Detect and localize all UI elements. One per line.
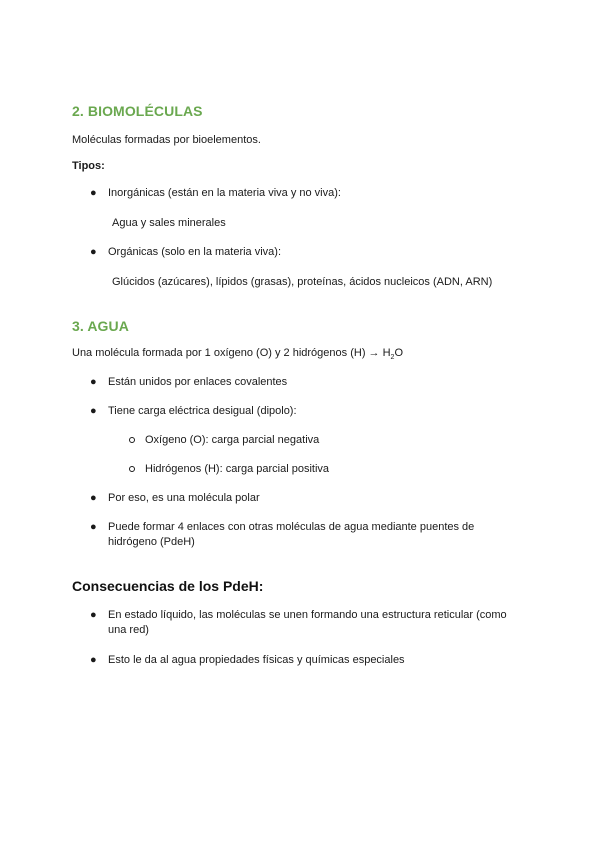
bullet-icon: ●	[90, 405, 97, 417]
agua-intro	[72, 346, 403, 365]
list-item-enlaces: Están unidos por enlaces covalentes	[108, 376, 288, 388]
list-item-dipolo: Tiene carga eléctrica desigual (dipolo):	[108, 405, 297, 417]
list-item-organicas-detail: Glúcidos (azúcares), lípidos (grasas), proteínas, ácidos nucleicos (ADN, ARN)	[112, 276, 493, 288]
circle-bullet-icon	[129, 466, 135, 472]
bullet-icon: ●	[90, 521, 97, 533]
bullet-icon: ●	[90, 609, 97, 621]
sub-item-oxigeno: Oxígeno (O): carga parcial negativa	[145, 434, 320, 446]
sub-item-hidrogenos: Hidrógenos (H): carga parcial positiva	[145, 463, 330, 475]
list-item-organicas: Orgánicas (solo en la materia viva):	[108, 246, 282, 258]
bullet-icon: ●	[90, 187, 97, 199]
tipos-label: Tipos:	[72, 160, 105, 172]
section-heading-biomoleculas: 2. BIOMOLÉCULAS	[72, 103, 203, 119]
bullet-icon: ●	[90, 376, 97, 388]
circle-bullet-icon	[129, 437, 135, 443]
list-item-reticular: En estado líquido, las moléculas se unen formando una estructura reticular (como una red)	[108, 609, 507, 636]
list-item-inorganicas-detail: Agua y sales minerales	[112, 217, 226, 229]
agua-intro-text: Una molécula formada por 1 oxígeno (O) y 2 hidrógenos (H) → H	[72, 347, 391, 359]
bullet-icon: ●	[90, 492, 97, 504]
agua-intro-subscript: 2	[390, 354, 395, 362]
agua-intro-suffix: O	[394, 347, 404, 359]
bullet-icon: ●	[90, 246, 97, 258]
bullet-icon: ●	[90, 654, 97, 666]
biomoleculas-intro: Moléculas formadas por bioelementos.	[72, 134, 261, 146]
list-item-inorganicas: Inorgánicas (están en la materia viva y no viva):	[108, 187, 341, 199]
section-heading-agua: 3. AGUA	[72, 318, 129, 334]
list-item-propiedades: Esto le da al agua propiedades físicas y químicas especiales	[108, 654, 405, 666]
section-heading-consecuencias: Consecuencias de los PdeH:	[72, 578, 264, 594]
list-item-polar: Por eso, es una molécula polar	[108, 492, 260, 504]
list-item-puentes: Puede formar 4 enlaces con otras moléculas de agua mediante puentes de hidrógeno (PdeH)	[108, 521, 475, 548]
